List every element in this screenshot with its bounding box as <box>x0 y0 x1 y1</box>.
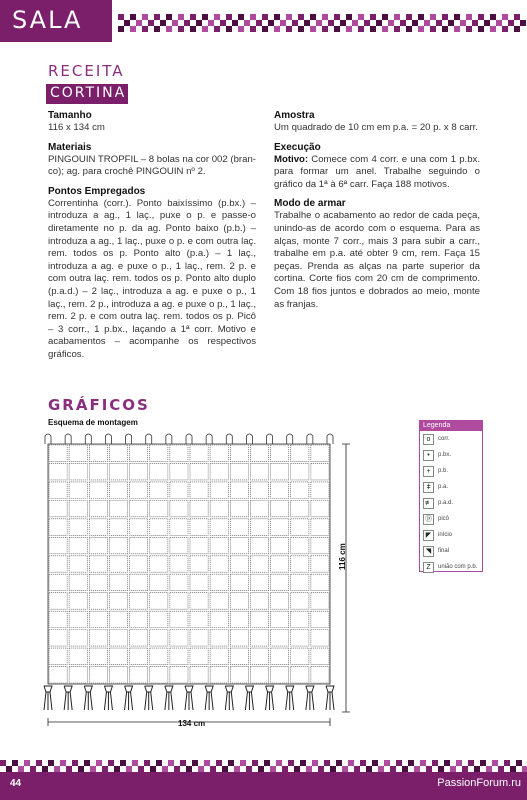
motif-cell <box>311 482 329 498</box>
motif-cell <box>130 519 148 535</box>
motif-cell <box>130 667 148 683</box>
motif-cell <box>210 556 228 572</box>
motif-cell <box>109 556 127 572</box>
legend-label: início <box>438 532 453 538</box>
motif-cell <box>250 482 268 498</box>
motif-cell <box>250 611 268 627</box>
motif-cell <box>291 667 309 683</box>
legend-symbol-icon: ◤ <box>423 530 434 541</box>
motif-cell <box>170 593 188 609</box>
legend-label: p.b. <box>438 468 449 474</box>
motif-cell <box>291 593 309 609</box>
motif-cell <box>150 630 168 646</box>
motif-cell <box>210 482 228 498</box>
hanging-loop <box>105 434 111 444</box>
motif-cell <box>109 463 127 479</box>
fringe-tassel <box>326 686 334 710</box>
motif-cell <box>190 537 208 553</box>
height-dimension-line <box>342 444 350 712</box>
fringe-tassel <box>205 686 213 710</box>
motif-cell <box>250 630 268 646</box>
scheme-label: Esquema de montagem <box>48 418 138 427</box>
legend-item <box>420 527 482 543</box>
motif-cell <box>210 463 228 479</box>
legend-list <box>420 431 482 575</box>
motif-cell <box>69 593 87 609</box>
legend-symbol-icon: Z <box>423 562 434 573</box>
fringe-tassel <box>104 686 112 710</box>
motif-cell <box>170 537 188 553</box>
motif-cell <box>150 463 168 479</box>
fringe-tassel <box>245 686 253 710</box>
motif-cell <box>89 445 107 461</box>
motif-cell <box>190 556 208 572</box>
recipe-name-tag <box>46 84 128 104</box>
motif-cell <box>150 667 168 683</box>
fringe-tassel <box>165 686 173 710</box>
motif-cell <box>250 556 268 572</box>
motif-cell <box>130 648 148 664</box>
hanging-loop <box>226 434 232 444</box>
hanging-loop <box>65 434 71 444</box>
legend-label: picô <box>438 516 450 522</box>
motif-cell <box>250 537 268 553</box>
hanging-loop <box>246 434 252 444</box>
legend-symbol-icon: ≢ <box>425 499 432 507</box>
hanging-loop <box>126 434 132 444</box>
section-text: Um quadrado de 10 cm em p.a. = 20 p. x 8 carr. <box>274 122 478 133</box>
motif-cell <box>170 556 188 572</box>
motif-cell <box>311 667 329 683</box>
motif-cell <box>291 611 309 627</box>
motif-cell <box>89 519 107 535</box>
motif-cell <box>311 630 329 646</box>
recipe-name: CORTINA <box>50 85 127 101</box>
legend-item <box>420 559 482 575</box>
motif-cell <box>210 445 228 461</box>
motif-cell <box>250 500 268 516</box>
motif-cell <box>69 667 87 683</box>
motif-cell <box>230 593 248 609</box>
fringe-tassel <box>64 686 72 710</box>
motif-cell <box>190 519 208 535</box>
motif-cell <box>291 630 309 646</box>
hanging-loop <box>267 434 273 444</box>
motif-cell <box>311 445 329 461</box>
motif-cell <box>49 519 67 535</box>
legend-item <box>420 511 482 527</box>
motif-cell <box>130 574 148 590</box>
motif-cell <box>69 574 87 590</box>
hanging-loop <box>327 434 333 444</box>
motif-cell <box>109 648 127 664</box>
legend-box <box>419 420 483 572</box>
motif-cell <box>190 574 208 590</box>
legend-item <box>420 543 482 559</box>
motif-cell <box>170 519 188 535</box>
motif-cell <box>210 500 228 516</box>
motif-cell <box>49 537 67 553</box>
motif-cell <box>150 445 168 461</box>
motif-cell <box>190 667 208 683</box>
motif-cell <box>49 648 67 664</box>
hanging-loop <box>45 434 51 444</box>
motif-cell <box>311 556 329 572</box>
fringe-tassel <box>44 686 52 710</box>
motif-cell <box>210 630 228 646</box>
motif-cell <box>130 482 148 498</box>
section-heading: Execução <box>274 141 321 153</box>
motif-cell <box>69 500 87 516</box>
motif-cell <box>190 482 208 498</box>
motif-cell <box>130 611 148 627</box>
motif-cell <box>109 537 127 553</box>
motif-cell <box>89 482 107 498</box>
legend-symbol-icon: + <box>423 466 434 477</box>
graphics-title: GRÁFICOS <box>48 396 150 414</box>
assembly-scheme-diagram <box>40 428 385 734</box>
motif-cell <box>130 556 148 572</box>
legend-symbol-icon: ǂ <box>423 482 434 493</box>
motif-cell <box>150 648 168 664</box>
motif-cell <box>109 500 127 516</box>
motif-cell <box>49 593 67 609</box>
motif-text: Comece com 4 corr. e una com 1 p.bx. para formar um anel. Trabalhe seguindo o gráfico da 1ª à 6ª carr. Faça 188 motivos. <box>274 153 480 190</box>
motif-cell <box>291 482 309 498</box>
motif-cell <box>230 500 248 516</box>
legend-item <box>420 463 482 479</box>
motif-cell <box>271 556 289 572</box>
right-column <box>274 110 480 311</box>
motif-cell <box>170 445 188 461</box>
motif-cell <box>210 648 228 664</box>
motif-cell <box>109 574 127 590</box>
motif-cell <box>49 482 67 498</box>
section-heading: Modo de armar <box>274 198 346 210</box>
motif-cell <box>230 519 248 535</box>
motif-cell <box>190 648 208 664</box>
motif-cell <box>130 593 148 609</box>
legend-item <box>420 495 482 511</box>
legend-label: corr. <box>438 436 450 442</box>
motif-cell <box>250 648 268 664</box>
motif-cell <box>49 611 67 627</box>
motif-cell <box>250 593 268 609</box>
motif-cell <box>49 630 67 646</box>
hanging-loop <box>287 434 293 444</box>
fringe-tassel <box>225 686 233 710</box>
motif-cell <box>230 630 248 646</box>
hanging-loop <box>307 434 313 444</box>
page-number: 44 <box>10 778 22 789</box>
motif-cell <box>311 593 329 609</box>
motif-cell <box>89 556 107 572</box>
motif-cell <box>150 556 168 572</box>
left-column <box>48 110 256 362</box>
section-heading: Amostra <box>274 110 315 121</box>
legend-symbol-icon: • <box>423 450 434 461</box>
motif-cell <box>69 648 87 664</box>
fringe-tassel <box>145 686 153 710</box>
motif-cell <box>210 537 228 553</box>
motif-cell <box>89 648 107 664</box>
motif-cell <box>69 519 87 535</box>
motif-cell <box>49 667 67 683</box>
section-text: Trabalhe o acabamento ao redor de cada peça, unindo-as de acordo com o esquema. Para as alças, monte 7 corr., mais 3 para subir a carr., trabalhe em p.a. até obter 9 cm, rem. Faça 15 peças. Prenda as alças na parte superior da cortina. Corte fios com 20 cm de comprimento. Com 18 fios juntos e dobrados ao meio, monte as franjas. <box>274 210 480 310</box>
legend-label: final <box>438 548 450 554</box>
motif-cell <box>150 500 168 516</box>
fringe-tassel <box>185 686 193 710</box>
motif-cell <box>69 482 87 498</box>
motif-cell <box>130 630 148 646</box>
fringe-tassel <box>125 686 133 710</box>
motif-cell <box>150 537 168 553</box>
motif-cell <box>89 667 107 683</box>
motif-cell <box>311 648 329 664</box>
legend-label: p.bx. <box>438 452 452 458</box>
motif-cell <box>109 445 127 461</box>
motif-cell <box>130 500 148 516</box>
motif-label: Motivo: <box>274 153 309 165</box>
motif-cell <box>210 611 228 627</box>
height-dimension: 116 cm <box>338 543 347 570</box>
section-title: SALA <box>12 6 83 34</box>
section-text: Correntinha (corr.). Ponto baixíssimo (p.bx.) – introduza a ag., 1 laç., puxe o p. e passe-o diretamente no p. da ag. Ponto baixo (p.b.) – introduza a ag., 1 laç., puxe o p. e com outra laç. rem. todos os p. Ponto alto (p.a.) – 1 laç., introduza a ag. e puxe o p., 1 laç., rem. 2 p. e com outra laç. rem. todos os p. Ponto alto duplo (p.a.d.) – 2 laç., introduza a ag. e puxe o p., 1 laç., rem. 2 p., introduza a ag. e puxe o p., 1 laç., rem. 2 p. e com outra laç. rem. todos os p. Picô – 3 corr., 1 p.bx., laçando a 1ª corr. Motivo e acabamentos – acompanhe os respectivos gráficos. <box>48 197 256 360</box>
motif-cell <box>210 593 228 609</box>
motif-cell <box>109 667 127 683</box>
fringe-tassel <box>306 686 314 710</box>
motif-cell <box>271 667 289 683</box>
section-text: 116 x 134 cm <box>48 122 105 133</box>
width-dimension: 134 cm <box>178 719 206 728</box>
motif-cell <box>170 667 188 683</box>
motif-cell <box>271 574 289 590</box>
motif-cell <box>271 648 289 664</box>
motif-cell <box>250 667 268 683</box>
motif-cell <box>311 500 329 516</box>
motif-cell <box>170 500 188 516</box>
motif-cell <box>109 593 127 609</box>
motif-cell <box>69 445 87 461</box>
motif-cell <box>150 593 168 609</box>
motif-cell <box>49 463 67 479</box>
motif-cell <box>210 574 228 590</box>
motif-cell <box>311 611 329 627</box>
motif-cell <box>230 574 248 590</box>
fringe-tassel <box>266 686 274 710</box>
motif-cell <box>271 482 289 498</box>
legend-item <box>420 447 482 463</box>
motif-cell <box>150 611 168 627</box>
motif-cell <box>291 574 309 590</box>
motif-cell <box>190 463 208 479</box>
legend-item <box>420 479 482 495</box>
motif-cell <box>291 463 309 479</box>
legend-title: Legenda <box>420 421 482 431</box>
motif-cell <box>69 537 87 553</box>
motif-cell <box>89 574 107 590</box>
motif-cell <box>250 574 268 590</box>
section-text <box>274 154 480 192</box>
motif-cell <box>89 630 107 646</box>
section-text: PINGOUIN TROPFIL – 8 bolas na cor 002 (bran-co); ag. para crochê PINGOUIN nº 2. <box>48 153 256 178</box>
motif-cell <box>89 611 107 627</box>
motif-cell <box>150 519 168 535</box>
legend-item <box>420 431 482 447</box>
section-tab <box>0 0 112 42</box>
motif-cell <box>190 611 208 627</box>
hanging-loop <box>85 434 91 444</box>
section-heading: Tamanho <box>48 110 92 121</box>
motif-cell <box>210 519 228 535</box>
motif-cell <box>311 463 329 479</box>
motif-cell <box>230 556 248 572</box>
motif-cell <box>230 482 248 498</box>
footer-bar <box>0 772 527 800</box>
motif-cell <box>230 611 248 627</box>
motif-cell <box>250 519 268 535</box>
legend-label: união com p.b. <box>438 564 478 570</box>
motif-cell <box>230 537 248 553</box>
motif-cell <box>170 648 188 664</box>
motif-cell <box>89 500 107 516</box>
motif-cell <box>291 519 309 535</box>
motif-cell <box>69 463 87 479</box>
motif-cell <box>291 500 309 516</box>
motif-cell <box>89 463 107 479</box>
motif-cell <box>271 593 289 609</box>
hanging-loop <box>206 434 212 444</box>
motif-cell <box>271 537 289 553</box>
motif-cell <box>311 537 329 553</box>
motif-cell <box>190 593 208 609</box>
motif-cell <box>311 519 329 535</box>
motif-cell <box>130 445 148 461</box>
motif-cell <box>271 630 289 646</box>
checker-border-top <box>118 14 526 32</box>
motif-cell <box>69 556 87 572</box>
motif-cell <box>291 445 309 461</box>
motif-cell <box>190 630 208 646</box>
motif-cell <box>271 463 289 479</box>
motif-cell <box>311 574 329 590</box>
legend-symbol-icon: o <box>423 434 434 445</box>
motif-cell <box>49 574 67 590</box>
section-heading: Pontos Empregados <box>48 185 146 197</box>
motif-cell <box>291 537 309 553</box>
motif-cell <box>170 482 188 498</box>
motif-cell <box>69 611 87 627</box>
fringe-tassel <box>286 686 294 710</box>
motif-cell <box>190 445 208 461</box>
motif-cell <box>150 482 168 498</box>
motif-cell <box>271 611 289 627</box>
motif-cell <box>150 574 168 590</box>
motif-cell <box>291 648 309 664</box>
motif-cell <box>49 500 67 516</box>
hanging-loop <box>146 434 152 444</box>
motif-cell <box>69 630 87 646</box>
motif-cell <box>230 648 248 664</box>
hanging-loop <box>186 434 192 444</box>
legend-symbol-icon: ⓟ <box>423 514 434 525</box>
motif-cell <box>291 556 309 572</box>
motif-cell <box>170 630 188 646</box>
fringe-tassel <box>84 686 92 710</box>
motif-cell <box>130 537 148 553</box>
motif-cell <box>109 482 127 498</box>
legend-label: p.a. <box>438 484 449 490</box>
motif-cell <box>210 667 228 683</box>
motif-cell <box>271 500 289 516</box>
motif-cell <box>89 593 107 609</box>
motif-cell <box>170 574 188 590</box>
legend-label: p.a.d. <box>438 500 454 506</box>
legend-symbol-icon: ◥ <box>423 546 434 557</box>
motif-cell <box>130 463 148 479</box>
site-watermark: PassionForum.ru <box>437 777 521 789</box>
motif-cell <box>49 556 67 572</box>
motif-cell <box>230 463 248 479</box>
recipe-label: RECEITA <box>48 62 125 80</box>
motif-cell <box>109 630 127 646</box>
motif-cell <box>230 445 248 461</box>
motif-cell <box>170 463 188 479</box>
motif-cell <box>271 445 289 461</box>
motif-cell <box>109 519 127 535</box>
motif-cell <box>170 611 188 627</box>
motif-cell <box>250 463 268 479</box>
motif-cell <box>89 537 107 553</box>
motif-cell <box>49 445 67 461</box>
motif-cell <box>230 667 248 683</box>
motif-cell <box>109 611 127 627</box>
hanging-loop <box>166 434 172 444</box>
motif-cell <box>271 519 289 535</box>
section-heading: Materiais <box>48 141 92 153</box>
motif-cell <box>190 500 208 516</box>
motif-cell <box>250 445 268 461</box>
